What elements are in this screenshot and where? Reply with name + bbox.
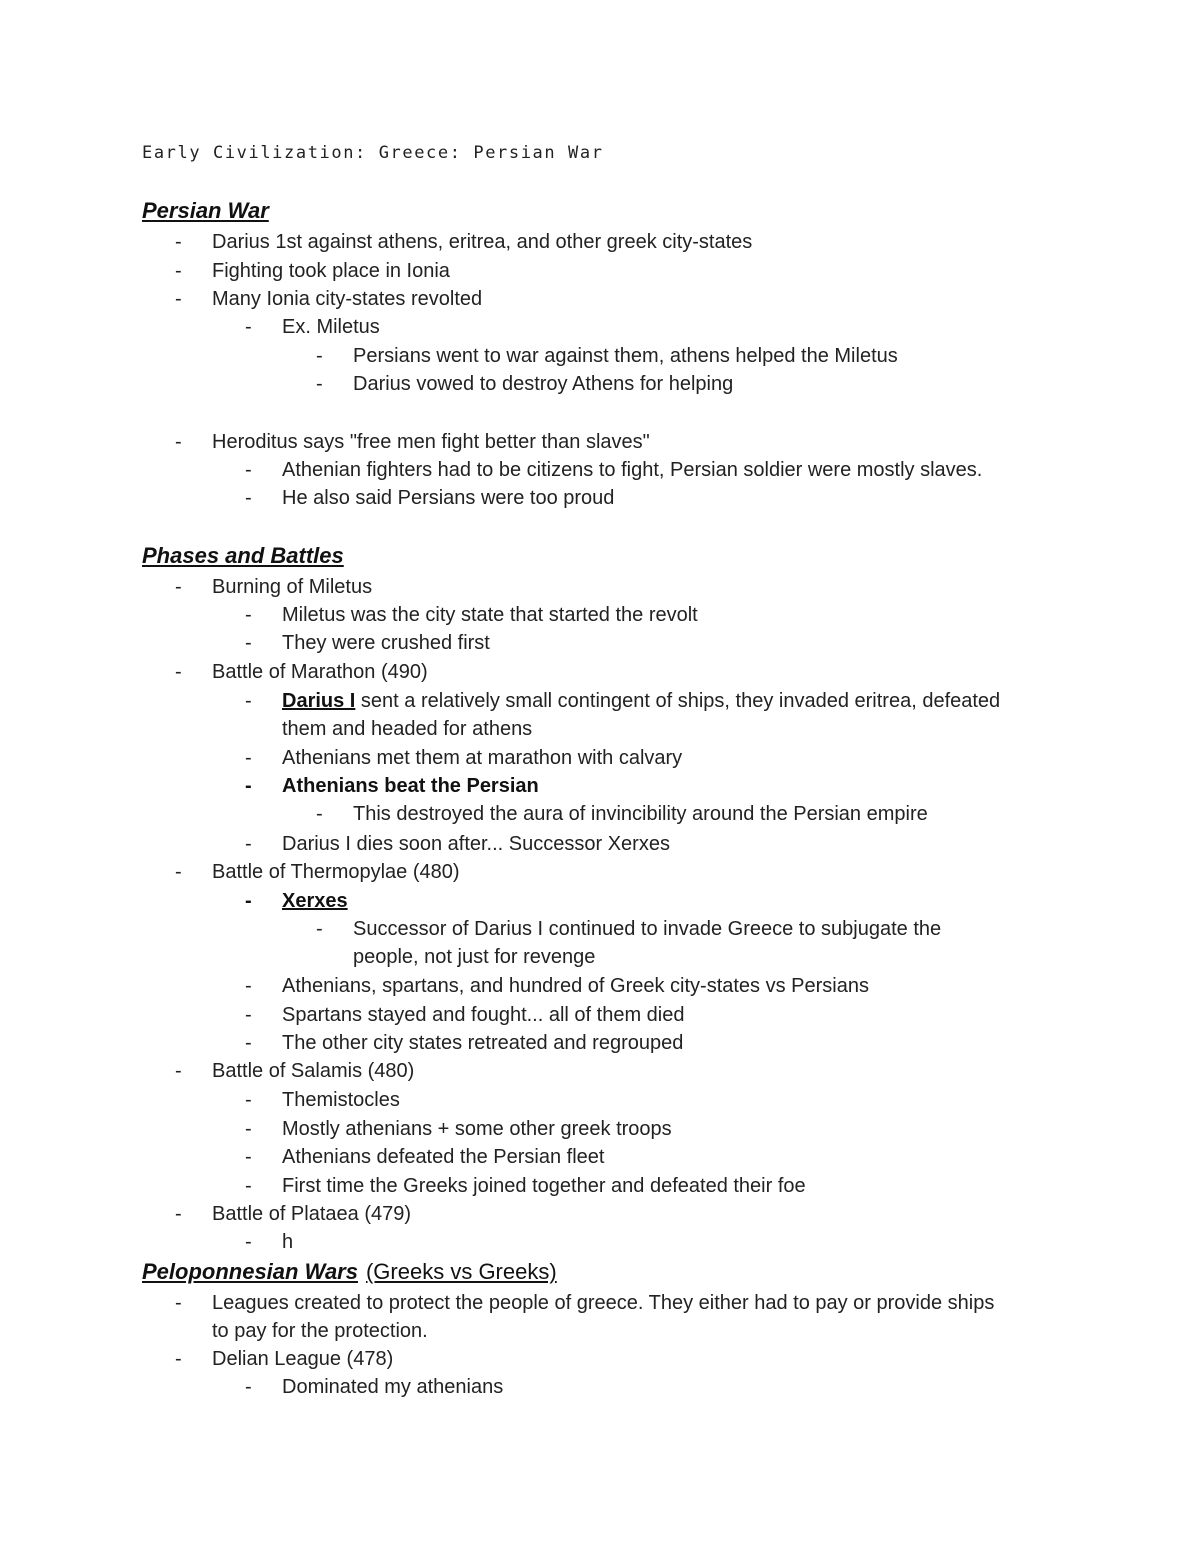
bullet-dash: - (245, 833, 252, 855)
bullet-dash: - (316, 345, 323, 367)
bullet-dash: - (175, 260, 182, 282)
bullet-dash: - (175, 288, 182, 310)
bullet-dash: - (245, 1376, 252, 1398)
bullet-dash: - (245, 975, 252, 997)
bullet-dash: - (175, 661, 182, 683)
bullet-dash: - (245, 1089, 252, 1111)
emphasis-darius: Darius I (282, 690, 356, 712)
bullet-dash: - (245, 1231, 252, 1253)
bullet-dash: - (316, 803, 323, 825)
bullet-dash: - (245, 1175, 252, 1197)
bullet-dash: - (245, 459, 252, 481)
bullet-dash: - (245, 775, 252, 797)
bullet-dash: - (316, 373, 323, 395)
bullet-dash: - (175, 861, 182, 883)
document-page: Early Civilization: Greece: Persian War Persian War - Darius 1st against athens, eritrea, and other greek city-states - Fighting took place in Ionia - Many Ionia city-states revolted - Ex. Miletus - Persians went to war against them, athens helped the Miletus - Darius vowed to destroy Athens for helping - Heroditus says "free men fight better than slaves" - Athenian fighters had to be citizens to fight, Persian soldier were mostly slaves. - He also said Persians were too proud Phases and Battles - Burning of Miletus - Miletus was the city state that started the revolt - They were crushed first - Battle of Marathon (490) - Darius I sent a relatively small contingent of ships, they invaded eritrea, defeated them and headed for athens - Athenians met them at marathon with calvary - Athenians beat the Persian - This destroyed the aura of invincibility around the Persian empire - Darius I dies soon after... Successor Xerxes - Battle of Thermopylae (480) - Xerxes - Successor of Darius I continued to invade Greece to subjugate the people, not just for revenge - Athenians, spartans, and hundred of Greek city-states vs Persians - Spartans stayed and fought... all of them died - The other city states retreated and regrouped - Battle of Salamis (480) - Themistocles - Mostly athenians + some other greek troops - Athenians defeated the Persian fleet - First time the Greeks joined together and defeated their foe - Battle of Plataea (479) - h Peloponnesian Wars (Greeks vs Greeks) - Leagues created to protect the people of greece. They either had to pay or provide ships to pay for the protection. - Delian League (478) - Dominated my athenians (0, 0, 1200, 1553)
heading-note: (Greeks vs Greeks) (365, 1259, 557, 1284)
bullet-dash: - (245, 747, 252, 769)
bullet-dash: - (245, 316, 252, 338)
bullet-dash: - (175, 1348, 182, 1370)
bullet-dash: - (175, 1060, 182, 1082)
bullet-dash: - (175, 1203, 182, 1225)
bullet-dash: - (245, 487, 252, 509)
list-item-continuation: people, not just for revenge (353, 946, 596, 968)
bullet-dash: - (175, 431, 182, 453)
bullet-dash: - (245, 1146, 252, 1168)
section-heading-persian-war: Persian War (142, 198, 269, 223)
bullet-dash: - (175, 231, 182, 253)
bullet-dash: - (316, 918, 323, 940)
document-title: Early Civilization: Greece: Persian War (142, 143, 604, 163)
bullet-dash: - (245, 604, 252, 626)
section-heading-phases: Phases and Battles (142, 543, 344, 568)
bullet-dash: - (175, 576, 182, 598)
bullet-dash: - (245, 632, 252, 654)
list-item-continuation: to pay for the protection. (212, 1320, 428, 1342)
bullet-dash: - (245, 890, 252, 912)
bullet-dash: - (245, 1032, 252, 1054)
list-item-continuation: them and headed for athens (282, 718, 533, 740)
bullet-dash: - (175, 1292, 182, 1314)
bullet-dash: - (245, 1004, 252, 1026)
bullet-dash: - (245, 690, 252, 712)
bullet-dash: - (245, 1118, 252, 1140)
section-heading-peloponnesian: Peloponnesian Wars (Greeks vs Greeks) (142, 1259, 557, 1284)
